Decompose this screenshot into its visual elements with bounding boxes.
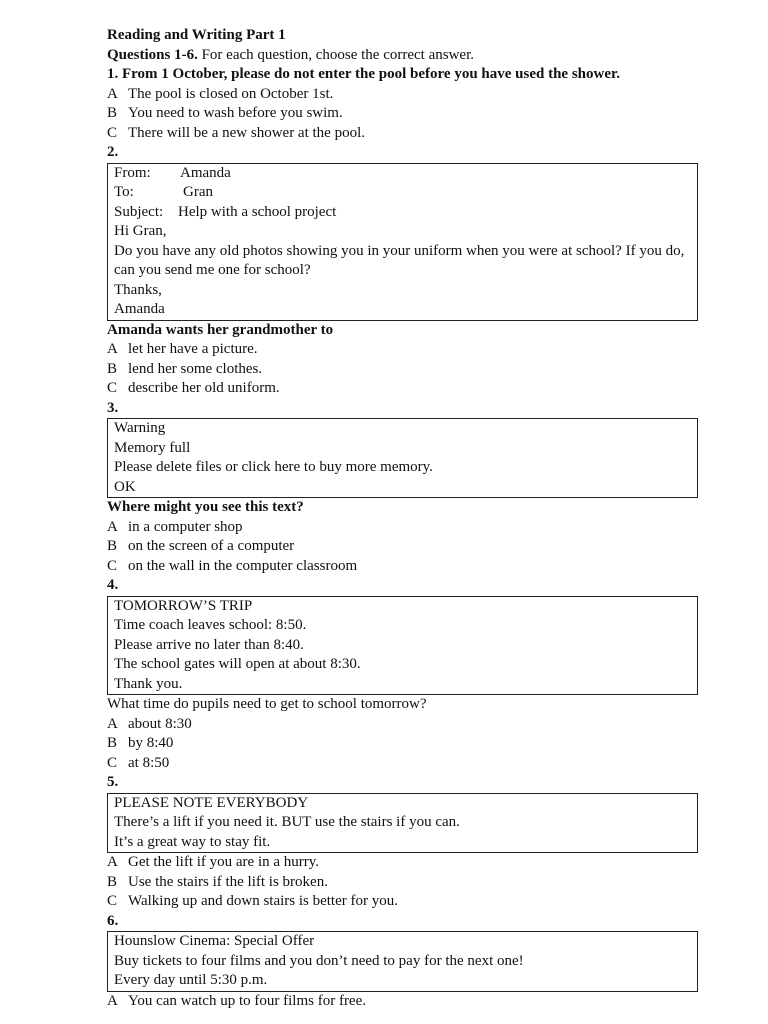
email-from-value: Amanda xyxy=(180,164,231,181)
question-3-number: 3. xyxy=(107,399,119,416)
question-4-option-c[interactable] xyxy=(107,754,698,774)
email-to-row xyxy=(114,183,691,203)
question-3-option-c[interactable] xyxy=(107,557,698,577)
notice-line: OK xyxy=(114,478,136,495)
question-1-option-a[interactable] xyxy=(107,85,698,105)
notice-line: PLEASE NOTE EVERYBODY xyxy=(114,794,309,811)
question-4-option-b[interactable] xyxy=(107,734,698,754)
notice-line: Time coach leaves school: 8:50. xyxy=(114,617,307,633)
question-6-notice-box xyxy=(107,931,698,992)
option-letter: A xyxy=(107,341,118,357)
email-subject-label: Subject: xyxy=(114,203,164,220)
option-text: in a computer shop xyxy=(128,518,243,535)
option-letter: C xyxy=(107,754,118,771)
notice-line: Every day until 5:30 p.m. xyxy=(114,972,268,988)
instructions-text: For each question, choose the correct answer. xyxy=(197,46,474,63)
question-5-notice-box xyxy=(107,793,698,854)
notice-line: Thank you. xyxy=(114,675,183,692)
question-4-stem: What time do pupils need to get to school tomorrow? xyxy=(107,696,427,712)
option-text: Walking up and down stairs is better for you. xyxy=(128,893,398,909)
question-3-stem: Where might you see this text? xyxy=(107,499,304,515)
instructions xyxy=(107,46,698,66)
option-letter: B xyxy=(107,360,118,377)
option-text: Use the stairs if the lift is broken. xyxy=(128,873,328,890)
option-text: describe her old uniform. xyxy=(128,380,280,396)
notice-line: Memory full xyxy=(114,439,191,456)
question-3-option-a[interactable] xyxy=(107,518,698,538)
notice-line: TOMORROW’S TRIP xyxy=(114,597,253,614)
email-from-label: From: xyxy=(114,164,151,181)
question-1-stem: 1. From 1 October, please do not enter the pool before you have used the shower. xyxy=(107,66,621,82)
question-5-option-a[interactable] xyxy=(107,853,698,873)
email-from-row xyxy=(114,164,691,184)
option-text: on the screen of a computer xyxy=(128,538,295,554)
question-2-stem: Amanda wants her grandmother to xyxy=(107,321,334,338)
option-letter: A xyxy=(107,854,118,870)
question-5-option-c[interactable] xyxy=(107,892,698,912)
notice-line: It’s a great way to stay fit. xyxy=(114,833,271,850)
option-letter: C xyxy=(107,124,118,141)
option-letter: B xyxy=(107,105,118,121)
question-4-option-a[interactable] xyxy=(107,715,698,735)
option-text: by 8:40 xyxy=(128,735,174,751)
notice-line: There’s a lift if you need it. BUT use the stairs if you can. xyxy=(114,814,460,830)
option-text: There will be a new shower at the pool. xyxy=(128,124,366,141)
option-text: Get the lift if you are in a hurry. xyxy=(128,854,320,870)
question-5-option-b[interactable] xyxy=(107,873,698,893)
question-3-option-b[interactable] xyxy=(107,537,698,557)
option-letter: B xyxy=(107,735,118,751)
instructions-lead: Questions 1-6. xyxy=(107,46,198,63)
option-text: let her have a picture. xyxy=(128,341,258,357)
question-4-number: 4. xyxy=(107,577,119,593)
notice-line: Warning xyxy=(114,420,166,436)
question-6-option-a[interactable] xyxy=(107,992,698,1012)
option-text: lend her some clothes. xyxy=(128,360,263,377)
email-body: Do you have any old photos showing you in your uniform when you were at school? If you do, can you send me one for school? xyxy=(114,242,685,278)
option-letter: A xyxy=(107,518,118,535)
email-subject-row xyxy=(114,203,691,223)
option-text: at 8:50 xyxy=(128,754,170,771)
email-greeting: Hi Gran, xyxy=(114,223,167,239)
option-letter: A xyxy=(107,715,118,732)
question-6-number: 6. xyxy=(107,912,119,929)
question-5-number: 5. xyxy=(107,774,119,790)
email-signature: Amanda xyxy=(114,301,165,317)
option-letter: A xyxy=(107,992,118,1009)
question-2-number: 2. xyxy=(107,144,119,160)
question-2-option-a[interactable] xyxy=(107,340,698,360)
email-to-label: To: xyxy=(114,184,134,200)
worksheet xyxy=(107,26,698,1011)
option-letter: B xyxy=(107,538,118,554)
page-title: Reading and Writing Part 1 xyxy=(107,27,286,43)
option-text: You need to wash before you swim. xyxy=(128,105,343,121)
option-letter: B xyxy=(107,873,118,890)
question-2-option-b[interactable] xyxy=(107,360,698,380)
email-to-value: Gran xyxy=(183,184,213,200)
question-4-notice-box xyxy=(107,596,698,696)
option-letter: C xyxy=(107,557,118,574)
notice-line: Please arrive no later than 8:40. xyxy=(114,636,304,653)
option-text: You can watch up to four films for free. xyxy=(128,992,367,1009)
option-letter: A xyxy=(107,85,118,102)
option-text: The pool is closed on October 1st. xyxy=(128,85,334,102)
notice-line: Buy tickets to four films and you don’t need to pay for the next one! xyxy=(114,952,524,969)
question-2-option-c[interactable] xyxy=(107,379,698,399)
option-letter: C xyxy=(107,380,118,396)
question-1-option-b[interactable] xyxy=(107,104,698,124)
question-2-email-box xyxy=(107,163,698,321)
option-text: about 8:30 xyxy=(128,715,192,732)
notice-line: Please delete files or click here to buy more memory. xyxy=(114,459,433,475)
option-text: on the wall in the computer classroom xyxy=(128,557,358,574)
question-3-notice-box xyxy=(107,418,698,498)
email-subject-value: Help with a school project xyxy=(178,203,337,220)
option-letter: C xyxy=(107,893,118,909)
notice-line: Hounslow Cinema: Special Offer xyxy=(114,933,315,949)
notice-line: The school gates will open at about 8:30. xyxy=(114,656,361,672)
email-closing: Thanks, xyxy=(114,281,162,298)
question-1-option-c[interactable] xyxy=(107,124,698,144)
